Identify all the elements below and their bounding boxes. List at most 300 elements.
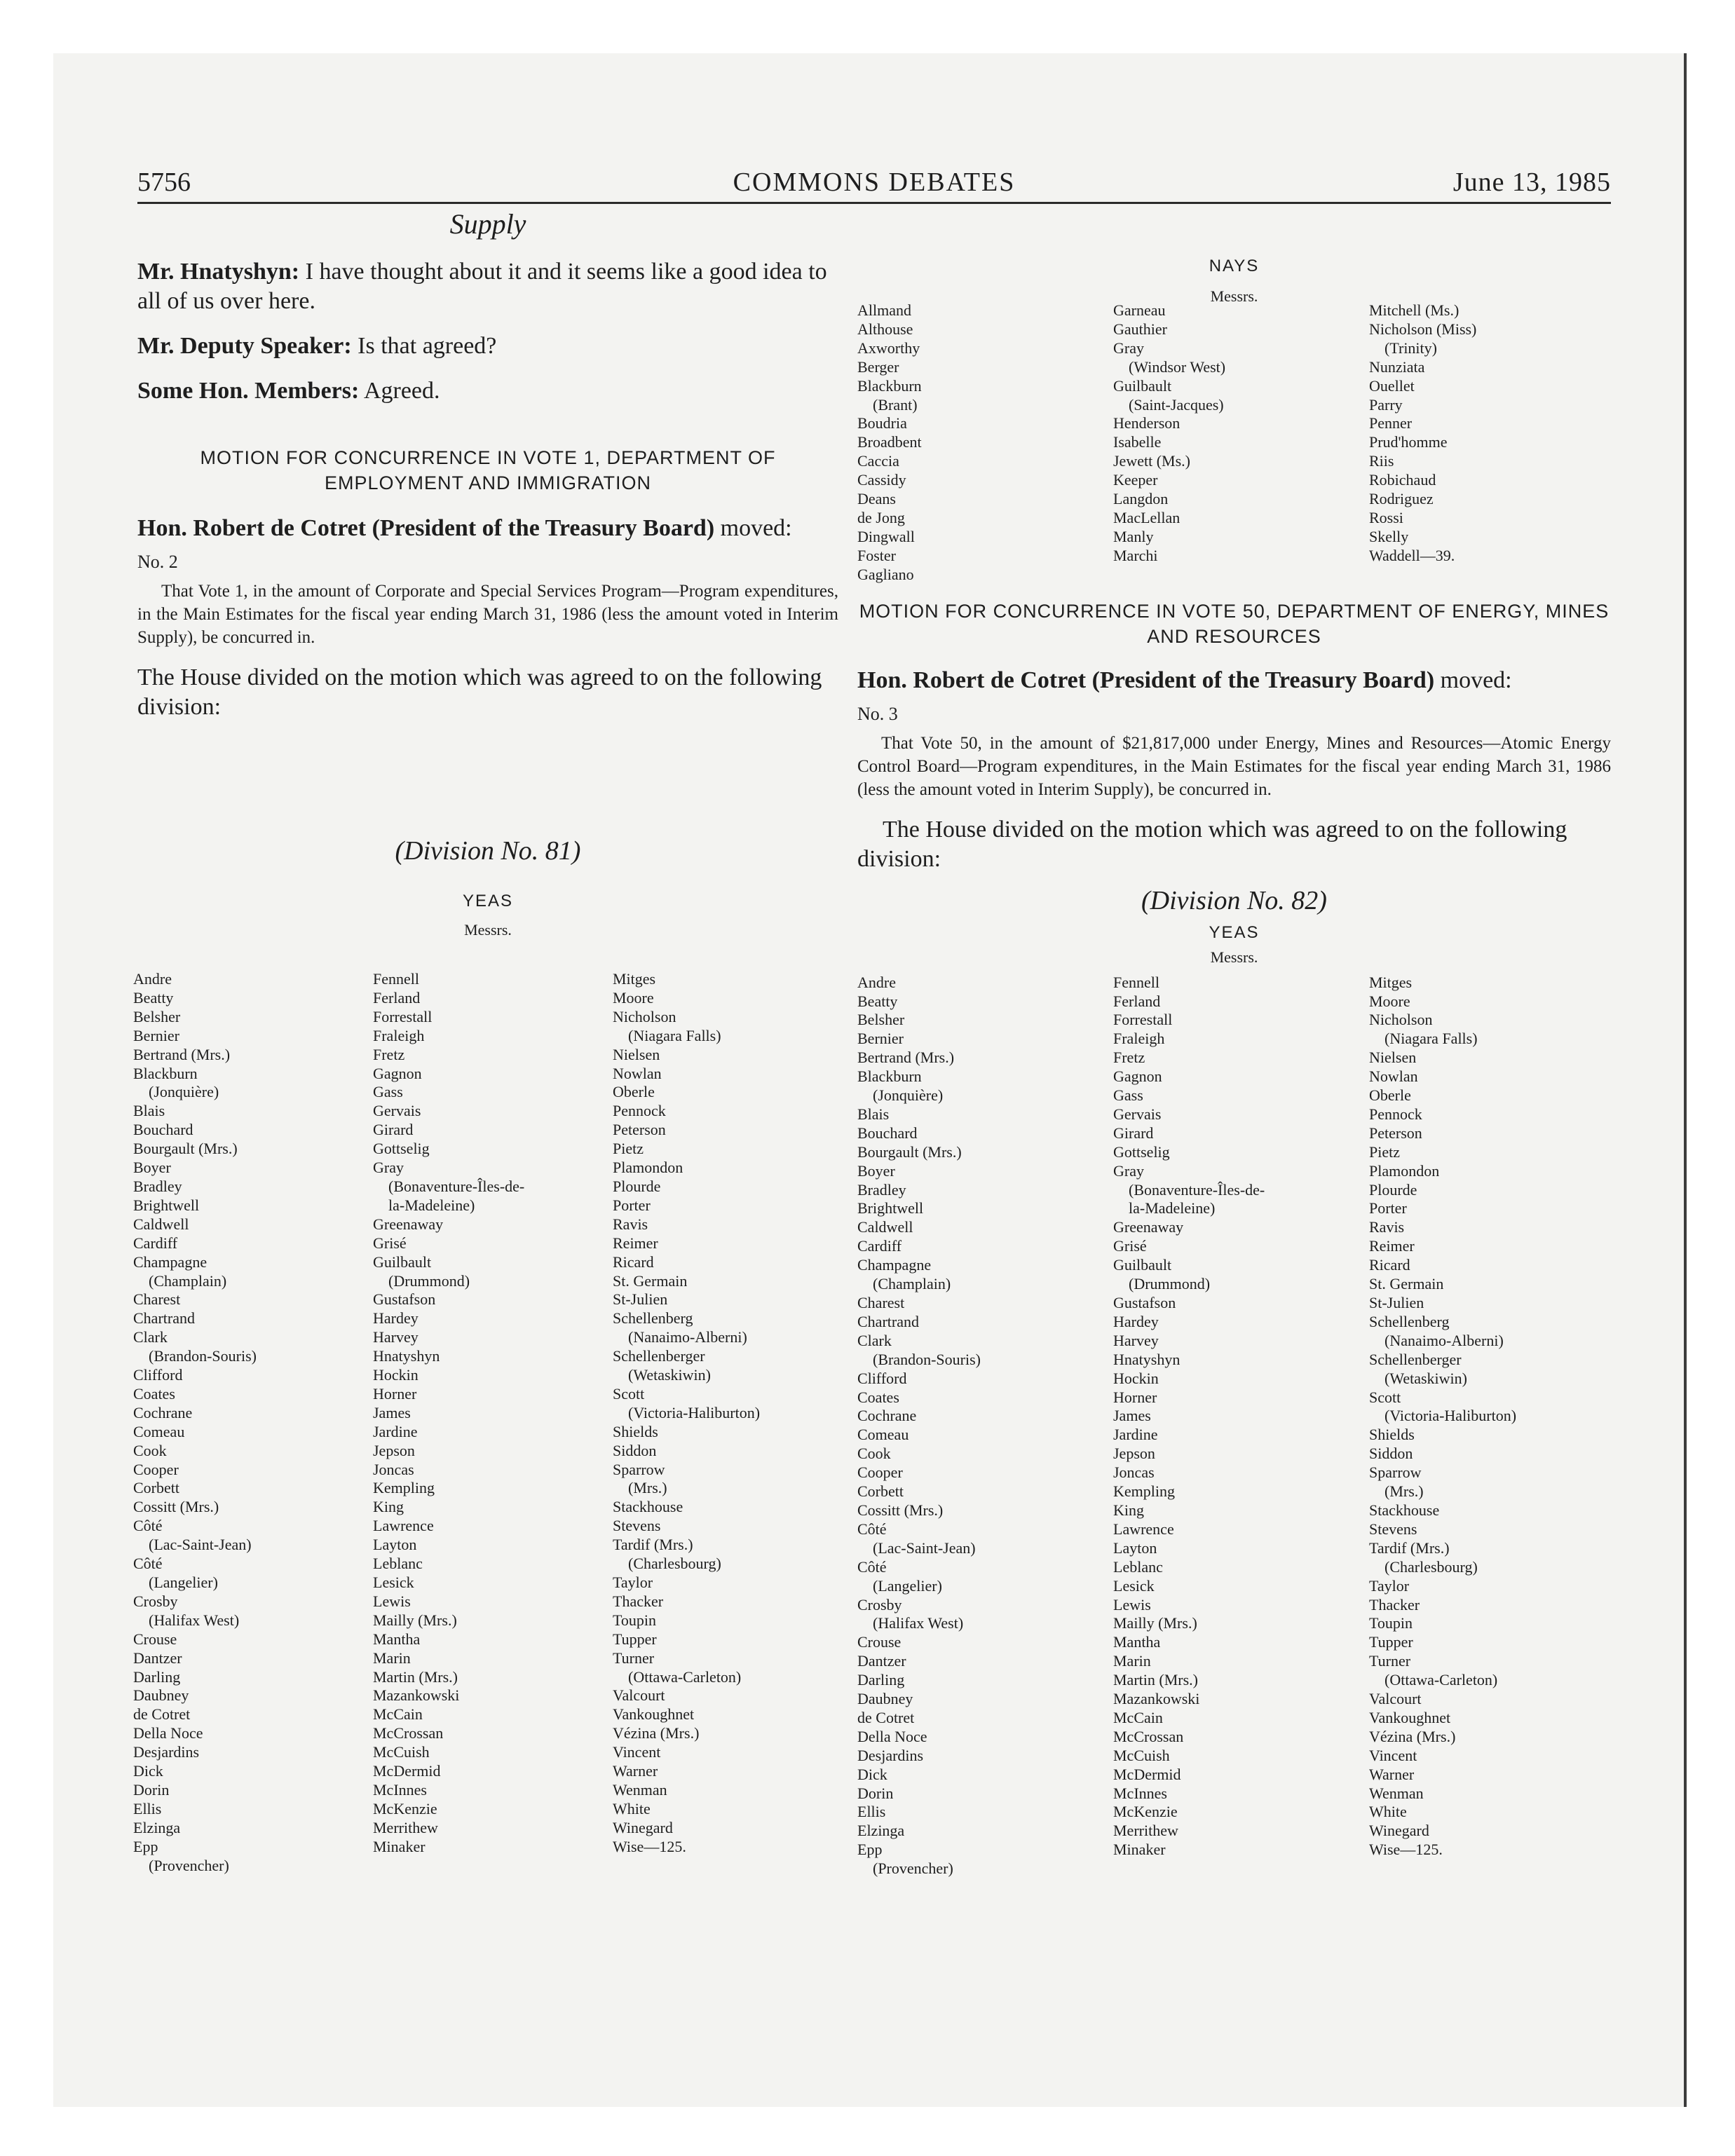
member-name: Winegard [1369,1822,1429,1840]
riding-qualifier: (Niagara Falls) [1384,1030,1478,1048]
running-head: Supply [449,208,526,240]
member-name: Bertrand (Mrs.) [857,1049,955,1067]
member-name: Warner [1369,1765,1415,1783]
riding-qualifier: (Jonquière) [149,1083,219,1101]
riding-qualifier: (Niagara Falls) [628,1026,721,1044]
member-name: Ellis [133,1799,162,1817]
member-name: Schellenberger [613,1347,705,1365]
member-name: Peterson [613,1121,666,1139]
member-name: Nowlan [1369,1067,1418,1086]
member-name: Guilbault [1113,1256,1172,1274]
member-name: McCrossan [1113,1727,1184,1745]
speech-text: I have thought about it and it seems like a good idea to all of us over here. [137,259,827,314]
member-name: Peterson [1369,1124,1422,1142]
member-name: Oberle [1369,1086,1411,1105]
member-name: Gray [373,1159,404,1177]
member-name: Clark [857,1331,892,1349]
member-name: Charest [857,1294,905,1311]
member-name: Nielsen [1369,1049,1417,1067]
member-name: Ferland [1113,992,1161,1010]
member-name: McCuish [1113,1746,1170,1764]
member-name: Minaker [373,1837,426,1855]
member-name: Elzinga [133,1818,181,1836]
member-name: Plamondon [613,1159,683,1177]
division-intro: The House divided on the motion which was agreed to on the following division: [137,664,822,720]
member-name: Jepson [1113,1445,1155,1463]
riding-qualifier: la-Madeleine) [1129,1199,1216,1217]
member-name: Rodriguez [1369,490,1434,508]
member-name: Garneau [1113,301,1166,319]
member-name: Bouchard [133,1121,193,1139]
member-name: Lawrence [1113,1520,1174,1538]
speaker-name: Mr. Deputy Speaker: [137,333,352,359]
member-name: Waddell—39. [1369,546,1455,564]
member-name: Côté [857,1557,887,1576]
member-name: Althouse [857,320,913,338]
member-name: Taylor [613,1574,653,1591]
member-name: Fennell [373,970,419,988]
member-name: Broadbent [857,433,922,451]
speech-hnatyshyn [137,257,838,316]
member-name: Valcourt [1369,1690,1422,1708]
member-name: Joncas [1113,1464,1155,1482]
riding-qualifier: (Provencher) [873,1860,953,1878]
member-name: Vincent [613,1743,661,1761]
member-name: McKenzie [1113,1803,1178,1821]
member-name: Cook [857,1445,891,1463]
member-name: Fraleigh [373,1026,425,1044]
member-name: Reimer [613,1234,658,1252]
member-name: Keeper [1113,471,1158,489]
member-name: Foster [857,546,896,564]
mover-name: Hon. Robert de Cotret (President of the Treasury Board) [137,515,715,541]
member-name: Jardine [373,1422,418,1440]
member-name: Vézina (Mrs.) [613,1724,700,1742]
publication-date: June 13, 1985 [1452,168,1611,197]
member-name: Lewis [1113,1595,1151,1613]
member-name: Andre [857,973,896,991]
riding-qualifier: (Halifax West) [873,1614,964,1632]
member-name: Taylor [1369,1576,1410,1595]
member-name: King [1113,1501,1144,1519]
member-name: Gottselig [1113,1142,1170,1161]
member-name: Fretz [1113,1049,1145,1067]
member-name: Crosby [857,1595,902,1613]
riding-qualifier: (Brant) [873,395,918,414]
member-name: White [613,1799,651,1817]
member-name: Crosby [133,1592,178,1610]
member-name: Schellenberg [1369,1312,1450,1330]
member-name: Gottselig [373,1140,430,1158]
member-name: Daubney [133,1686,189,1705]
member-name: Plourde [1369,1180,1417,1199]
member-name: Lawrence [373,1517,434,1535]
riding-qualifier: (Mrs.) [1384,1482,1424,1501]
nays-list [857,301,1611,585]
member-name: Epp [857,1841,883,1859]
member-name: Warner [613,1762,658,1780]
member-name: Gustafson [373,1290,436,1309]
member-name: Bradley [857,1180,906,1199]
member-name: Mazankowski [373,1686,460,1705]
member-name: Cardiff [133,1234,178,1252]
motion-text: That Vote 50, in the amount of $21,817,000 under Energy, Mines and Resources—Atomic Energy Control Board—Program expenditures, in the Main Estimates for the fiscal year ending March 31, 1986 (less the amount voted in Interim Supply), be concurred in. [857,733,1611,799]
name-column [373,970,599,1876]
riding-qualifier: (Windsor West) [1129,357,1226,376]
member-name: Tardif (Mrs.) [1369,1538,1450,1557]
member-name: Layton [1113,1538,1157,1557]
member-name: Gagliano [857,565,914,583]
member-name: Mailly (Mrs.) [373,1611,457,1629]
member-name: Coates [857,1388,899,1406]
member-name: Prud'homme [1369,433,1448,451]
page-header [137,151,1611,204]
member-name: Layton [373,1536,417,1554]
riding-qualifier: la-Madeleine) [388,1196,475,1214]
member-name: Manly [1113,527,1154,545]
speech-text: Is that agreed? [351,333,497,359]
member-name: Vankoughnet [613,1705,695,1724]
member-name: McInnes [373,1780,427,1799]
mover-line [857,666,1611,695]
member-name: Coates [133,1384,175,1403]
member-name: Turner [1369,1652,1411,1670]
member-name: Comeau [857,1426,909,1444]
member-name: Marin [373,1649,411,1667]
member-name: Axworthy [857,339,920,357]
member-name: Corbett [133,1479,179,1497]
member-name: Parry [1369,395,1403,414]
member-name: Greenaway [373,1215,444,1233]
member-name: Fraleigh [1113,1030,1165,1048]
member-name: Cossitt (Mrs.) [857,1501,944,1519]
member-name: Ravis [613,1215,648,1233]
member-name: Toupin [613,1611,657,1629]
riding-qualifier: (Nanaimo-Alberni) [628,1328,747,1346]
member-name: de Cotret [857,1708,915,1726]
yeas-list-82 [857,974,1611,1879]
member-name: Hardey [1113,1312,1159,1330]
member-name: Harvey [1113,1331,1159,1349]
member-name: Stevens [1369,1520,1417,1538]
member-name: Riis [1369,452,1394,470]
messrs-label: Messrs. [464,921,512,939]
riding-qualifier: (Mrs.) [628,1479,667,1497]
member-name: Mantha [1113,1633,1161,1651]
member-name: Nowlan [613,1064,662,1082]
member-name: Cardiff [857,1237,902,1255]
riding-qualifier: (Charlesbourg) [628,1555,721,1573]
riding-qualifier: (Langelier) [149,1574,218,1591]
riding-qualifier: (Wetaskiwin) [1384,1369,1467,1387]
member-name: Forrestall [1113,1011,1173,1029]
member-name: Daubney [857,1690,913,1708]
riding-qualifier: (Bonaventure-Îles-de- [1129,1180,1265,1199]
member-name: Guilbault [373,1253,432,1271]
riding-qualifier: (Charlesbourg) [1384,1557,1478,1576]
member-name: St. Germain [613,1271,688,1290]
member-name: Ricard [613,1253,654,1271]
name-column [1113,974,1355,1879]
member-name: Merrithew [1113,1822,1178,1840]
division-title-81: (Division No. 81) [395,836,581,866]
member-name: Elzinga [857,1822,905,1840]
member-name: McInnes [1113,1784,1167,1802]
member-name: Gagnon [1113,1067,1162,1086]
member-name: Kempling [1113,1482,1175,1501]
member-name: Wenman [613,1780,667,1799]
member-name: Schellenberger [1369,1350,1462,1368]
yeas-list-81 [133,970,838,1876]
member-name: St-Julien [613,1290,668,1309]
member-name: Porter [1369,1199,1407,1217]
member-name: Ferland [373,988,421,1007]
riding-qualifier: (Trinity) [1384,339,1437,357]
yeas-label: YEAS [462,892,514,910]
member-name: Nunziata [1369,357,1425,376]
name-column [857,301,1099,585]
member-name: Greenaway [1113,1218,1184,1236]
member-name: Jepson [373,1441,415,1459]
member-name: Siddon [1369,1445,1413,1463]
member-name: Vincent [1369,1746,1417,1764]
name-column [1369,974,1611,1879]
member-name: Caccia [857,452,899,470]
member-name: Desjardins [857,1746,924,1764]
member-name: Merrithew [373,1818,438,1836]
member-name: Côté [857,1520,887,1538]
member-name: Gagnon [373,1064,422,1082]
member-name: St. Germain [1369,1275,1444,1293]
member-name: James [1113,1407,1151,1425]
member-name: Hockin [373,1366,419,1384]
member-name: Tupper [1369,1633,1413,1651]
motion-heading-vote-1: MOTION FOR CONCURRENCE IN VOTE 1, DEPARTMENT OF EMPLOYMENT AND IMMIGRATION [200,447,776,493]
member-name: Plamondon [1369,1161,1440,1180]
member-name: Pennock [613,1102,666,1120]
motion-number: No. 3 [857,703,898,724]
member-name: Vankoughnet [1369,1708,1451,1726]
member-name: Cooper [133,1460,179,1478]
member-name: Shields [1369,1426,1415,1444]
member-name: McCuish [373,1743,430,1761]
riding-qualifier: (Victoria-Haliburton) [628,1403,761,1421]
member-name: Belsher [133,1007,181,1025]
member-name: Isabelle [1113,433,1162,451]
member-name: Ricard [1369,1256,1410,1274]
riding-qualifier: (Champlain) [873,1275,951,1293]
member-name: Jardine [1113,1426,1158,1444]
moved-word: moved: [1434,667,1512,693]
member-name: Thacker [613,1592,664,1610]
scan-edge-strip [1684,53,1687,2107]
member-name: Skelly [1369,527,1409,545]
member-name: McKenzie [373,1799,437,1817]
member-name: Darling [857,1671,905,1689]
riding-qualifier: (Bonaventure-Îles-de- [388,1177,525,1195]
division-intro: The House divided on the motion which was agreed to on the following division: [857,816,1567,872]
member-name: Caldwell [133,1215,189,1233]
member-name: Blais [857,1105,890,1123]
mover-line [137,514,838,543]
member-name: Minaker [1113,1841,1166,1859]
name-column [133,970,359,1876]
member-name: Cochrane [857,1407,917,1425]
member-name: Stevens [613,1517,661,1535]
member-name: Rossi [1369,508,1403,526]
member-name: Pietz [613,1140,644,1158]
riding-qualifier: (Lac-Saint-Jean) [149,1536,252,1554]
riding-qualifier: (Nanaimo-Alberni) [1384,1331,1504,1349]
member-name: Plourde [613,1177,661,1195]
member-name: Blackburn [857,1067,922,1086]
member-name: Harvey [373,1328,419,1346]
member-name: Wenman [1369,1784,1424,1802]
member-name: Leblanc [1113,1557,1163,1576]
name-column [1369,301,1611,585]
speaker-name: Some Hon. Members: [137,378,360,404]
member-name: Allmand [857,301,911,319]
member-name: Nicholson [1369,1011,1433,1029]
publication-title: COMMONS DEBATES [733,168,1016,197]
member-name: Robichaud [1369,471,1436,489]
member-name: Clifford [857,1369,907,1387]
member-name: Grisé [373,1234,407,1252]
member-name: Corbett [857,1482,904,1501]
member-name: Boyer [133,1159,171,1177]
member-name: Darling [133,1667,181,1686]
motion-text: That Vote 1, in the amount of Corporate and Special Services Program—Program expenditures, in the Main Estimates for the fiscal year ending March 31, 1986 (less the amount voted in Interim Supply), be concurred in. [137,582,838,647]
member-name: Dick [133,1762,163,1780]
member-name: Wise—125. [1369,1841,1443,1859]
left-column [133,207,838,2100]
member-name: Fretz [373,1045,405,1063]
member-name: Lesick [1113,1576,1155,1595]
member-name: Gauthier [1113,320,1167,338]
member-name: Cossitt (Mrs.) [133,1498,219,1516]
member-name: Cook [133,1441,167,1459]
member-name: Sparrow [1369,1464,1422,1482]
member-name: Gray [1113,339,1144,357]
member-name: Dantzer [133,1649,182,1667]
member-name: Beatty [133,988,174,1007]
member-name: Mitchell (Ms.) [1369,301,1460,319]
member-name: Andre [133,970,172,988]
right-column [857,257,1611,2107]
member-name: Jewett (Ms.) [1113,452,1190,470]
riding-qualifier: (Champlain) [149,1271,227,1290]
member-name: Stackhouse [613,1498,683,1516]
page-number: 5756 [137,168,191,197]
riding-qualifier: (Jonquière) [873,1086,944,1105]
member-name: McDermid [1113,1765,1181,1783]
member-name: Cassidy [857,471,906,489]
speech-members [137,376,838,406]
riding-qualifier: (Victoria-Haliburton) [1384,1407,1517,1425]
member-name: Blackburn [857,376,922,395]
member-name: Kempling [373,1479,435,1497]
member-name: Gervais [373,1102,421,1120]
member-name: Hardey [373,1309,419,1328]
member-name: James [373,1403,411,1421]
member-name: Joncas [373,1460,414,1478]
member-name: McCain [373,1705,423,1724]
member-name: Henderson [1113,414,1181,432]
member-name: Toupin [1369,1614,1413,1632]
member-name: Gustafson [1113,1294,1176,1311]
member-name: Berger [857,357,899,376]
member-name: Mantha [373,1630,421,1648]
page-sheet [53,53,1687,2107]
member-name: Gray [1113,1161,1144,1180]
member-name: Brightwell [857,1199,924,1217]
member-name: Lewis [373,1592,411,1610]
member-name: Blais [133,1102,165,1120]
member-name: Marin [1113,1652,1151,1670]
speech-text: Agreed. [359,378,440,404]
member-name: Lesick [373,1574,414,1591]
member-name: Girard [1113,1124,1154,1142]
name-column [857,974,1099,1879]
member-name: Champagne [133,1253,207,1271]
member-name: Crouse [857,1633,901,1651]
riding-qualifier: (Langelier) [873,1576,942,1595]
member-name: Hnatyshyn [373,1347,440,1365]
member-name: Boyer [857,1161,895,1180]
member-name: Tupper [613,1630,657,1648]
member-name: Girard [373,1121,414,1139]
member-name: McCain [1113,1708,1163,1726]
member-name: Wise—125. [613,1837,686,1855]
member-name: Bouchard [857,1124,918,1142]
messrs-label: Messrs. [1210,287,1258,305]
member-name: Horner [1113,1388,1157,1406]
riding-qualifier: (Provencher) [149,1856,229,1874]
member-name: Winegard [613,1818,673,1836]
division-title-82: (Division No. 82) [1141,885,1327,915]
member-name: Chartrand [857,1312,919,1330]
member-name: White [1369,1803,1407,1821]
speaker-name: Mr. Hnatyshyn: [137,259,300,285]
member-name: Ravis [1369,1218,1405,1236]
member-name: Comeau [133,1422,185,1440]
member-name: St-Julien [1369,1294,1424,1311]
riding-qualifier: (Saint-Jacques) [1129,395,1224,414]
member-name: Mazankowski [1113,1690,1200,1708]
member-name: Dantzer [857,1652,906,1670]
member-name: Chartrand [133,1309,195,1328]
member-name: Leblanc [373,1555,423,1573]
member-name: Crouse [133,1630,177,1648]
member-name: Bradley [133,1177,182,1195]
member-name: Scott [613,1384,645,1403]
member-name: Bertrand (Mrs.) [133,1045,231,1063]
riding-qualifier: (Ottawa-Carleton) [1384,1671,1498,1689]
member-name: Charest [133,1290,181,1309]
member-name: Grisé [1113,1237,1147,1255]
nays-label: NAYS [1209,257,1260,275]
speech-deputy-speaker [137,332,838,361]
riding-qualifier: (Lac-Saint-Jean) [873,1538,976,1557]
member-name: Boudria [857,414,907,432]
riding-qualifier: (Brandon-Souris) [149,1347,257,1365]
member-name: Valcourt [613,1686,665,1705]
member-name: Porter [613,1196,651,1214]
member-name: McCrossan [373,1724,444,1742]
member-name: Martin (Mrs.) [373,1667,458,1686]
member-name: King [373,1498,404,1516]
member-name: Turner [613,1649,655,1667]
